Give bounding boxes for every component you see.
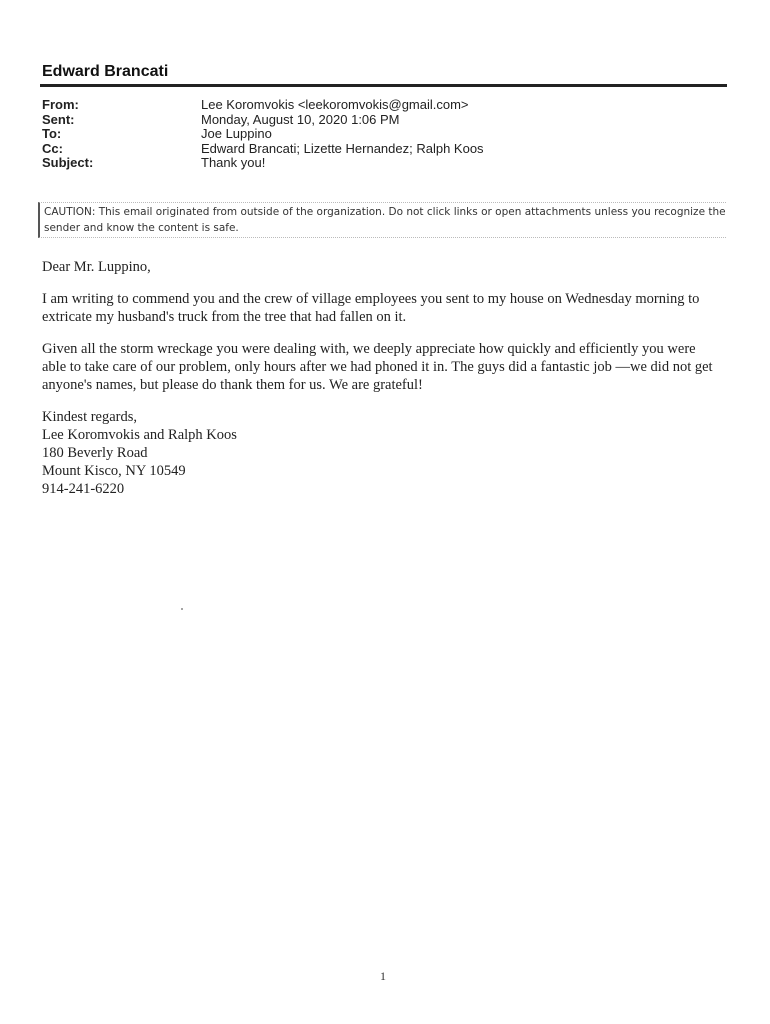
header-row-subject <box>42 156 484 171</box>
header-label: To: <box>42 126 62 141</box>
header-value-to: Joe Luppino <box>201 126 272 141</box>
title-divider <box>40 84 727 87</box>
external-email-caution-banner: CAUTION: This email originated from outside of the organization. Do not click links or open attachments unless you recognize the sender and know the content is safe. <box>38 202 726 238</box>
signature-phone: 914-241-6220 <box>42 481 125 497</box>
header-label: Sent: <box>42 111 75 127</box>
header-value-subject: Thank you! <box>201 155 266 170</box>
signature-street: 180 Beverly Road <box>42 445 148 461</box>
signature-names: Lee Koromvokis and Ralph Koos <box>42 427 237 443</box>
email-header-block <box>42 98 484 171</box>
header-value-from: Lee Koromvokis <leekoromvokis@gmail.com> <box>201 97 469 112</box>
signature-city: Mount Kisco, NY 10549 <box>42 463 186 479</box>
header-row-to <box>42 127 484 142</box>
closing: Kindest regards, <box>42 409 138 425</box>
header-row-cc <box>42 142 484 157</box>
body-paragraph-1: I am writing to commend you and the crew of village employees you sent to my house on Wednesday morning to extricate my husband's truck from the tree that had fallen on it. <box>42 291 700 325</box>
page-number: 1 <box>380 969 386 983</box>
email-body <box>42 258 722 512</box>
signature-block <box>42 408 722 498</box>
salutation: Dear Mr. Luppino, <box>42 259 151 275</box>
scan-speck <box>181 608 183 610</box>
header-label: Subject: <box>42 155 94 170</box>
page-title: Edward Brancati <box>42 63 169 80</box>
header-value-cc: Edward Brancati; Lizette Hernandez; Ralph Koos <box>201 140 484 156</box>
body-paragraph-2: Given all the storm wreckage you were dealing with, we deeply appreciate how quickly and efficiently you were able to take care of our problem, only hours after we had phoned it in. The guys did a fantastic job —we did not get anyone's names, but please do thank them for us. We are grateful! <box>42 341 713 393</box>
header-row-from <box>42 98 484 113</box>
header-value-sent: Monday, August 10, 2020 1:06 PM <box>201 111 400 127</box>
header-label: Cc: <box>42 140 63 156</box>
header-label: From: <box>42 97 79 112</box>
header-row-sent <box>42 113 484 128</box>
